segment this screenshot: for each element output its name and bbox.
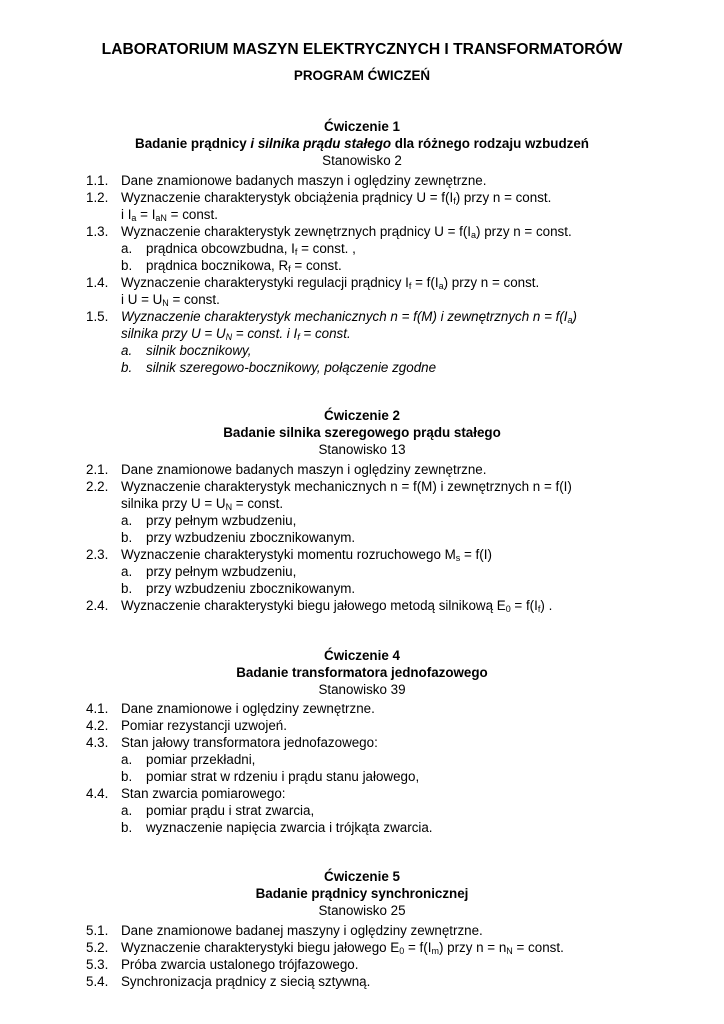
- exercise-1-subject: Badanie prądnicy i silnika prądu stałego dla różnego rodzaju wzbudzeń: [135, 136, 589, 151]
- exercise-5-header: [0, 868, 724, 919]
- exercise-4-station: Stanowisko 39: [318, 682, 406, 697]
- exercise-1-header: [0, 118, 724, 169]
- exercise-2-subject: Badanie silnika szeregowego prądu stałego: [223, 425, 501, 440]
- exercise-2-heading: Ćwiczenie 2: [324, 408, 400, 423]
- document-page: LABORATORIUM MASZYN ELEKTRYCZNYCH I TRANSFORMATORÓW PROGRAM ĆWICZEŃ Ćwiczenie 1 Badanie prądnicy i silnika prądu stałego dla różnego rodzaju wzbudzeń Stanowisko 2 1.1. Dane znamionowe badanych maszyn i oględziny zewnętrzne. 1.2. Wyznaczenie charakterystyk obciążenia prądnicy $U = f(I_f)$ przy n = const. i $I_a = I_{aN}$ = const. 1.3. Wyznaczenie charakterystyk zewnętrznych prądnicy $U = f(I_a)$ przy n = const. a. prądnica obcowzbudna, $I_f$ = const. , b. prądnica bocznikowa, $R_f$ = const. 1.4. Wyznaczenie charakterystyki regulacji prądnicy $I_f = f(I_a)$ przy n = const. i $U = U_N$ = const. 1.5. Wyznaczenie charakterystyk mechanicznych n = f(M) i zewnętrznych $n = f(I_a)$ silnika przy $U = U_N$ = const. i $I_f$ = const. a. silnik bocznikowy, b. silnik szeregowo-bocznikowy, połączenie zgodne Ćwiczenie 2 Badanie silnika szeregowego prądu stałego Stanowisko 13 2.1. Dane znamionowe badanych maszyn i oględziny zewnętrzne. 2.2. Wyznaczenie charakterystyk mechanicznych n = f(M) i zewnętrznych n = f(I) silnika przy $U = U_N$ = const. a. przy pełnym wzbudzeniu, b. przy wzbudzeniu zbocznikowanym. 2.3. Wyznaczenie charakterystyki momentu rozruchowego $M_s = f(I)$ a. przy pełnym wzbudzeniu, b. przy wzbudzeniu zbocznikowanym. 2.4. Wyznaczenie charakterystyki biegu jałowego metodą silnikową $E_0 = f(I_f)$ . Ćwiczenie 4 Badanie transformatora jednofazowego Stanowisko 39 4.1. Dane znamionowe i oględziny zewnętrzne. 4.2. Pomiar rezystancji uzwojeń. 4.3. Stan jałowy transformatora jednofazowego: a. pomiar przekładni, b. pomiar strat w rdzeniu i prądu stanu jałowego, 4.4. Stan zwarcia pomiarowego: a. pomiar prądu i strat zwarcia, b. wyznaczenie napięcia zwarcia i trójkąta zwarcia. Ćwiczenie 5 Badanie prądnicy synchronicznej Stanowisko 25 5.1. Dane znamionowe badanej maszyny i oględziny zewnętrzne. 5.2. Wyznaczenie charakterystyki biegu jałowego $E_0 = f(I_m)$ przy $n = n_N$ = const. 5.3. Próba zwarcia ustalonego trójfazowego. 5.4. Synchronizacja prądnicy z siecią sztywną.: [0, 0, 724, 1024]
- exercise-5-station: Stanowisko 25: [318, 903, 406, 918]
- exercise-1-heading: Ćwiczenie 1: [324, 119, 400, 134]
- exercise-4-subject: Badanie transformatora jednofazowego: [236, 665, 488, 680]
- exercise-1-station: Stanowisko 2: [322, 153, 402, 168]
- exercise-4-header: [0, 647, 724, 698]
- exercise-4-heading: Ćwiczenie 4: [324, 648, 400, 663]
- exercise-5-subject: Badanie prądnicy synchronicznej: [255, 886, 469, 901]
- exercise-5-heading: Ćwiczenie 5: [324, 869, 400, 884]
- exercise-2-header: [0, 407, 724, 458]
- document-subtitle: PROGRAM ĆWICZEŃ: [293, 68, 431, 83]
- document-title: LABORATORIUM MASZYN ELEKTRYCZNYCH I TRANSFORMATORÓW: [101, 41, 623, 58]
- exercise-2-station: Stanowisko 13: [318, 442, 406, 457]
